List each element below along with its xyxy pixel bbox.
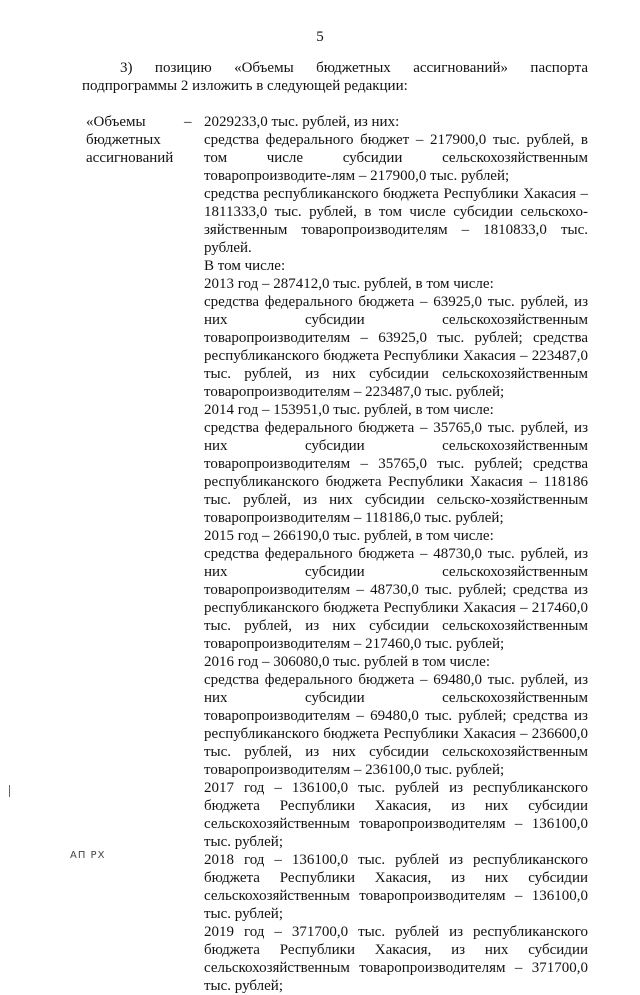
- section-label: «Объемы бюджетных ассигнований: [86, 114, 174, 166]
- year-2016-paragraph: средства федерального бюджета – 69480,0 тыс. рублей, из них субсидии сельскохозяйственным товаропроизводителям – 69480,0 тыс. рублей; средства из республиканского бюджета Республики Хакасия – 236600,0 тыс. рублей, из них субсидии сельскохозяйственным товаропроизводителям – 236100,0 тыс. рублей;: [204, 672, 588, 778]
- breakdown-heading: В том числе:: [204, 258, 286, 274]
- year-2019-paragraph: 2019 год – 371700,0 тыс. рублей из республиканского бюджета Республики Хакасия, из них субсидии сельскохозяйственным товаропроизводителям – 371700,0 тыс. рублей;: [204, 924, 588, 994]
- label-dash: –: [184, 114, 192, 130]
- regional-total-paragraph: средства республиканского бюджета Республики Хакасия – 1811333,0 тыс. рублей, в том числе субсидии сельскохо-зяйственным товаропроизводителям – 1810833,0 тыс. рублей.: [204, 186, 588, 256]
- year-2018-paragraph: 2018 год – 136100,0 тыс. рублей из республиканского бюджета Республики Хакасия, из них субсидии сельскохозяйственным товаропроизводителям – 136100,0 тыс. рублей;: [204, 852, 588, 922]
- year-2016-heading: 2016 год – 306080,0 тыс. рублей в том числе:: [204, 654, 490, 670]
- year-2013-heading: 2013 год – 287412,0 тыс. рублей, в том числе:: [204, 276, 494, 292]
- footer-stamp: АП РХ: [70, 850, 106, 861]
- budget-details: [204, 113, 588, 995]
- year-2014-heading: 2014 год – 153951,0 тыс. рублей, в том числе:: [204, 402, 494, 418]
- federal-total-paragraph: средства федерального бюджет – 217900,0 тыс. рублей, в том числе субсидии сельскохозяйственным товаропроизводите-лям – 217900,0 тыс. рублей;: [204, 132, 588, 184]
- page-number: 5: [316, 29, 324, 45]
- total-line: 2029233,0 тыс. рублей, из них:: [204, 114, 400, 130]
- year-2015-paragraph: средства федерального бюджета – 48730,0 тыс. рублей, из них субсидии сельскохозяйственным товаропроизводителям – 48730,0 тыс. рублей; средства из республиканского бюджета Республики Хакасия – 217460,0 тыс. рублей, из них субсидии сельскохозяйственным товаропроизводителям – 217460,0 тыс. рублей;: [204, 546, 588, 652]
- year-2015-heading: 2015 год – 266190,0 тыс. рублей, в том числе:: [204, 528, 494, 544]
- year-2014-paragraph: средства федерального бюджета – 35765,0 тыс. рублей, из них субсидии сельскохозяйственным товаропроизводителям – 35765,0 тыс. рублей; средства республиканского бюджета Республики Хакасия – 118186 тыс. рублей, из них субсидии сельско-хозяйственным товаропроизводителям – 118186,0 тыс. рублей;: [204, 420, 588, 526]
- year-2017-paragraph: 2017 год – 136100,0 тыс. рублей из республиканского бюджета Республики Хакасия, из них субсидии сельскохозяйственным товаропроизводителям – 136100,0 тыс. рублей;: [204, 780, 588, 850]
- scan-mark: [9, 785, 10, 797]
- intro-paragraph: 3) позицию «Объемы бюджетных ассигнований» паспорта подпрограммы 2 изложить в следующей редакции:: [82, 60, 588, 94]
- year-2013-paragraph: средства федерального бюджета – 63925,0 тыс. рублей, из них субсидии сельскохозяйственным товаропроизводителям – 63925,0 тыс. рублей; средства республиканского бюджета Республики Хакасия – 223487,0 тыс. рублей, из них субсидии сельскохозяйственным товаропроизводителям – 223487,0 тыс. рублей;: [204, 294, 588, 400]
